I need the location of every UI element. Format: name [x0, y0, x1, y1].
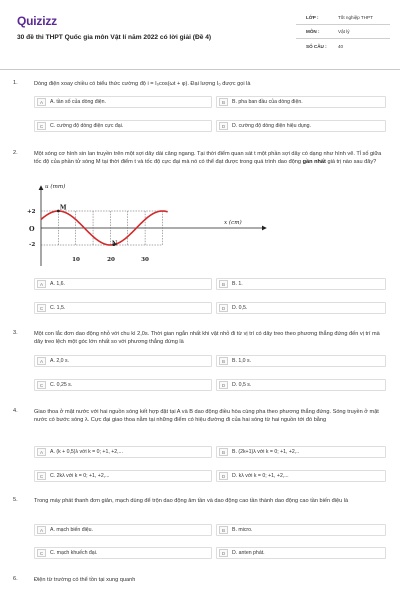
option-text: D. 0,5.	[232, 305, 248, 311]
info-label: MÔN :	[306, 29, 320, 34]
option-letter: B	[219, 526, 228, 534]
question-number: 2.	[13, 150, 18, 156]
question-number: 5.	[13, 497, 18, 503]
question-text: Một con lắc đơn dao động nhỏ với chu kì 2,0s. Thời gian ngắn nhất khi vật nhỏ đi từ vị trí có dây treo theo phương thẳng đứng đến vị trí mà dây treo lệch một góc lớn nhất so với phương thẳng đứng là	[34, 331, 380, 345]
option-a[interactable]	[34, 278, 212, 290]
option-letter: C	[37, 122, 46, 130]
option-text: B. micro.	[232, 527, 253, 533]
option-c[interactable]	[34, 120, 212, 132]
option-text: D. 0,5 s.	[232, 382, 252, 388]
option-text: B. 1,0 s.	[232, 358, 252, 364]
info-value: Tốt nghiệp THPT	[338, 15, 373, 20]
option-c[interactable]	[34, 470, 212, 482]
option-letter: D	[219, 304, 228, 312]
option-a[interactable]	[34, 446, 212, 458]
option-letter: D	[219, 472, 228, 480]
question-text-emphasis: gần nhất	[302, 159, 326, 165]
option-letter: D	[219, 381, 228, 389]
point-m-label: M	[59, 204, 67, 212]
wave-chart	[14, 180, 274, 272]
option-text: A. 1,6.	[50, 281, 65, 287]
option-d[interactable]	[216, 379, 386, 391]
info-panel	[296, 11, 390, 53]
option-text: C. mạch khuếch đại.	[50, 550, 98, 556]
info-value: Vật lý	[338, 29, 350, 34]
option-letter: A	[37, 280, 46, 288]
option-a[interactable]	[34, 355, 212, 367]
option-b[interactable]	[216, 446, 386, 458]
header	[0, 0, 400, 62]
question-text-part: Một sóng cơ hình sin lan truyền trên một sợi dây dài căng ngang. Tại thời điểm quan sát t một phần sợi dây có dạng như hình vẽ. Tỉ số giữa tốc độ của phần tử sóng M tại thời điểm t và tốc độ cực đại mà nó có thể đạt được trong quá trình dao động	[34, 151, 382, 165]
option-text: A. (k + 0,5)λ với k = 0; +1, +2,...	[50, 449, 123, 455]
option-text: D. anten phát.	[232, 550, 265, 556]
header-divider	[0, 69, 400, 70]
option-letter: B	[219, 357, 228, 365]
option-text: C. 0,25 s.	[50, 382, 73, 388]
question-number: 4.	[13, 408, 18, 414]
option-c[interactable]	[34, 379, 212, 391]
option-d[interactable]	[216, 470, 386, 482]
option-b[interactable]	[216, 278, 386, 290]
question-text: Trong máy phát thanh đơn giản, mạch dùng để trộn dao động âm tần và dao động cao tần thành dao động cao tần biến điệu là	[34, 498, 349, 504]
option-letter: A	[37, 448, 46, 456]
option-text: D. cường độ dòng điện hiệu dụng.	[232, 123, 311, 129]
question-text-part: giá trị nào sau đây?	[325, 159, 377, 165]
option-d[interactable]	[216, 120, 386, 132]
option-a[interactable]	[34, 96, 212, 108]
question-number: 6.	[13, 576, 18, 582]
document-title: 30 đề thi THPT Quốc gia môn Vật lí năm 2022 có lời giải (Đề 4)	[17, 34, 212, 41]
option-c[interactable]	[34, 302, 212, 314]
info-row-grade	[296, 11, 390, 25]
origin-label: O	[29, 225, 35, 233]
x-tick-label: 10	[72, 257, 80, 263]
quizizz-logo: Quizizz	[17, 14, 57, 28]
option-d[interactable]	[216, 302, 386, 314]
option-letter: C	[37, 381, 46, 389]
x-axis-label: x (cm)	[224, 220, 242, 226]
info-label: LỚP :	[306, 15, 319, 20]
option-letter: B	[219, 98, 228, 106]
question-text: Dòng điện xoay chiều có biểu thức cường độ i = I₀cos(ωt + φ). Đại lượng I₀ được gọi là	[34, 81, 251, 87]
option-letter: D	[219, 122, 228, 130]
option-text: C. 2kλ với k = 0; +1, +2,...	[50, 473, 110, 479]
option-text: A. mạch biến điệu.	[50, 527, 93, 533]
info-value: 40	[338, 43, 344, 49]
option-letter: D	[219, 549, 228, 557]
option-text: B. pha ban đầu của dòng điện.	[232, 99, 303, 105]
option-b[interactable]	[216, 96, 386, 108]
info-row-subject	[296, 25, 390, 39]
option-letter: C	[37, 472, 46, 480]
question-number: 3.	[13, 330, 18, 336]
option-text: C. 1,5.	[50, 305, 66, 311]
option-letter: C	[37, 549, 46, 557]
option-b[interactable]	[216, 524, 386, 536]
option-c[interactable]	[34, 547, 212, 559]
option-text: A. tần số của dòng điện.	[50, 99, 106, 105]
option-text: B. (2k+1)λ với k = 0; +1, +2,..	[232, 449, 300, 455]
option-text: D. kλ với k = 0; +1, +2,...	[232, 473, 289, 479]
option-text: B. 1.	[232, 281, 243, 287]
x-tick-label: 30	[141, 257, 149, 263]
option-letter: B	[219, 448, 228, 456]
y-tick-label: +2	[27, 209, 36, 215]
option-letter: A	[37, 98, 46, 106]
option-a[interactable]	[34, 524, 212, 536]
question-text: Điện từ trường có thể tồn tại xung quanh	[34, 577, 136, 583]
option-letter: C	[37, 304, 46, 312]
info-row-count	[296, 39, 390, 53]
option-d[interactable]	[216, 547, 386, 559]
option-letter: B	[219, 280, 228, 288]
info-label: SỐ CÂU :	[306, 43, 327, 49]
question-number: 1.	[13, 80, 18, 86]
option-b[interactable]	[216, 355, 386, 367]
question-text	[34, 150, 384, 166]
option-text: C. cường độ dòng điện cực đại.	[50, 123, 124, 129]
question-text: Giao thoa ở mặt nước với hai nguồn sóng kết hợp đặt tại A và B dao động điều hòa cùng pha theo phương thẳng đứng. Sóng truyền ở mặt nước có bước sóng λ. Cực đại giao thoa nằm tại những điểm có hiệu đường đi của hai sóng từ hai nguồn tới đó bằng	[34, 409, 379, 423]
option-letter: A	[37, 526, 46, 534]
option-text: A. 2,0 s.	[50, 358, 70, 364]
y-tick-label: -2	[29, 242, 36, 248]
point-n-label: N	[111, 240, 118, 248]
y-axis-label: u (mm)	[45, 184, 66, 190]
option-letter: A	[37, 357, 46, 365]
x-tick-label: 20	[107, 257, 115, 263]
